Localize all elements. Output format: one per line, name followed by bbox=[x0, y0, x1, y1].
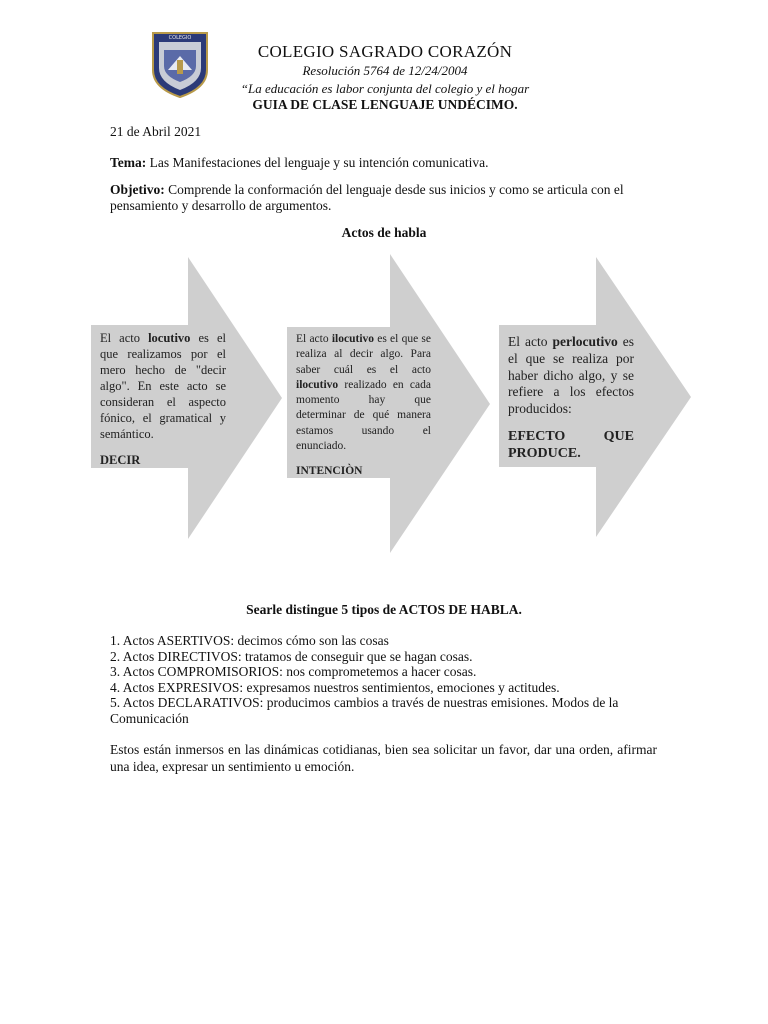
arrow2-label: INTENCIÒN bbox=[296, 465, 363, 478]
arrow2-pre: El acto bbox=[296, 333, 332, 345]
arrow-text-perlocutivo bbox=[508, 334, 634, 462]
arrow3-label: EFECTO QUE PRODUCE. bbox=[508, 428, 634, 461]
arrow-text-locutivo bbox=[100, 330, 226, 468]
closing-paragraph: Estos están inmersos en las dinámicas cotidianas, bien sea solicitar un favor, dar una orden, afirmar una idea, expresar un sentimiento u emoción. bbox=[110, 742, 657, 774]
arrow1-post: es el que realizamos por el mero hecho de "decir algo". En este acto se consideran el aspecto fónico, el gramatical y semántico. bbox=[100, 331, 226, 441]
speech-acts-list bbox=[110, 633, 660, 726]
list-item: 2. Actos DIRECTIVOS: tratamos de conseguir que se hagan cosas. bbox=[110, 648, 473, 664]
motto-line: “La educación es labor conjunta del colegio y el hogar bbox=[240, 81, 530, 96]
arrow3-term: perlocutivo bbox=[552, 334, 618, 349]
arrow1-label: DECIR bbox=[100, 453, 141, 467]
tema-paragraph bbox=[110, 155, 657, 171]
svg-text:COLEGIO: COLEGIO bbox=[168, 35, 192, 41]
resolution-line: Resolución 5764 de 12/24/2004 bbox=[302, 63, 468, 78]
objetivo-paragraph bbox=[110, 182, 657, 214]
list-item: 3. Actos COMPROMISORIOS: nos comprometemos a hacer cosas. bbox=[110, 664, 477, 679]
objetivo-text: Comprende la conformación del lenguaje desde sus inicios y como se articula con el pensamiento y desarrollo de argumentos. bbox=[110, 182, 624, 213]
arrow2-term: ilocutivo bbox=[331, 333, 375, 345]
diagram-title: Actos de habla bbox=[341, 225, 427, 240]
school-name: COLEGIO SAGRADO CORAZÓN bbox=[257, 42, 513, 61]
arrow1-term: locutivo bbox=[148, 331, 191, 345]
arrow2-term2: ilocutivo bbox=[296, 378, 339, 391]
guide-title: GUIA DE CLASE LENGUAJE UNDÉCIMO. bbox=[252, 97, 518, 112]
arrow3-pre: El acto bbox=[508, 334, 553, 349]
arrow3-post: es el que se realiza por haber dicho algo, y se refiere a los efectos producidos: bbox=[508, 334, 635, 417]
list-item: 4. Actos EXPRESIVOS: expresamos nuestros sentimientos, emociones y actitudes. bbox=[110, 679, 560, 695]
tema-text: Las Manifestaciones del lenguaje y su intención comunicativa. bbox=[146, 155, 489, 170]
arrow-text-ilocutivo bbox=[296, 332, 431, 480]
date-line: 21 de Abril 2021 bbox=[110, 124, 202, 139]
tema-label: Tema: bbox=[110, 155, 147, 170]
searle-title: Searle distingue 5 tipos de ACTOS DE HABLA. bbox=[246, 602, 522, 617]
list-item: 5. Actos DECLARATIVOS: producimos cambios a través de nuestras emisiones. Modos de la Comunicación bbox=[110, 695, 619, 726]
arrow2-post: realizado en cada momento hay que determinar de qué manera estamos usando el enunciado. bbox=[296, 378, 431, 453]
arrow2-mid: es el que se realiza al decir algo. Para saber cuál es el acto bbox=[296, 333, 431, 376]
objetivo-label: Objetivo: bbox=[110, 182, 165, 197]
arrow1-pre: El acto bbox=[100, 331, 149, 345]
list-item: 1. Actos ASERTIVOS: decimos cómo son las cosas bbox=[110, 633, 389, 648]
